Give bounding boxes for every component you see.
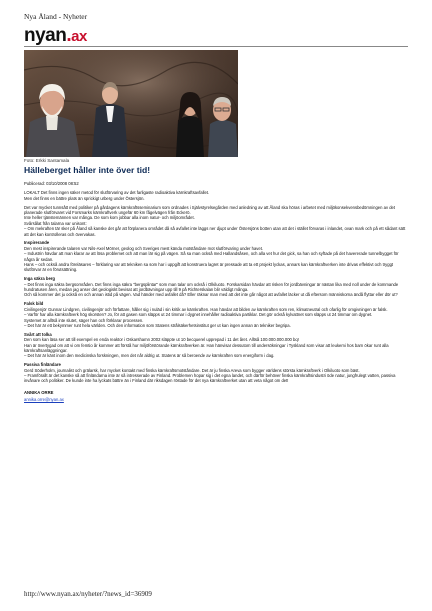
photo-caption: Foto: Erkki Santamala <box>24 158 70 163</box>
logo-tld: ax <box>71 28 87 45</box>
masthead-divider <box>24 46 408 47</box>
site-logo[interactable] <box>24 25 87 48</box>
article-paragraph-2: Den mest inspirerande talaren var Nils-Axel Mörner, geolog och Sveriges mest kända motståndare mot slutförvaring under havet. – Industrin hävdar att man klarar av att lösa problemet och att man lär sig på vägen. Så sa man också med Hallandsåsen, och alla vet hur det gick, sa han och syftade på det havererade tunnelbygget för några år sedan. Hans – och också andra föreläsares – förklaring var att tekniken sa som har i uppgift att konstruera lagret är pressade att ta ett projekt lyckas, annars kan kärnkraftverken inte drivas effektivt och tryggt slutförvar är en förutsättning. <box>24 245 399 273</box>
article-paragraph-3: – Det finns inga säkra bergsområden. Det finns inga säkra "bergsplintar" som man talar om också i Olkiluoto. Forskarsidan hävdar att risken för jordbävningar är nästan lika med noll under de kommande hundratusen åren, medan jag anser det geologiskt bevisat att jordbävningar upp till 9 på Richterskalan blir väldigt många. Och så kommer det ju också en och annan istid på vägen. Vad händer med avfallet då? Eller räknar man med att det inte går något att avfallet läcker ut då eftersom människorna ändå flyttar eller dör ut? <box>24 281 399 298</box>
published-date: Publicerad: 03/10/2008 08:52 <box>24 181 79 186</box>
article-photo <box>24 50 238 157</box>
subheading-inspirerande: Inspirerande <box>24 240 50 246</box>
intro-line-2: Men det finns en bättre plats än sprickigt urberg under Östersjön. <box>24 195 145 201</box>
article-paragraph-4: Civilingenjör Gunnar Lindgren, civilingenjör och författare, håller sig i nuläd i sin kritik av kärnkraften. Han hävdar att bilden av kärnkraften som ren, klimatneutral och ofarlig för omgivningen är falsk. – Varför har alla kärnkraftverk hög skorsten? Jo, för att gasen som släpps ut 24 timmar i dygnet innehåller radioaktiva partiklar. Det gör också kylvattnet som släpps ut 24 timmar om dygnet. Systemet är alltså inte slutet, säger han och förklarar processen. – Det här är ett bekymmer runt hela världen. Och den information som Statens strålsäkerhetsinstitut ger ut kan ingen annan än tekniker begripa. <box>24 306 388 328</box>
subheading-falsk-bild: Falsk bild <box>24 301 44 307</box>
article-paragraph-5: Den som kan läsa ser att till exempel en enda reaktor i Oskarshamn 2002 släppte ut 10 becquerel upprepad i 11 det året. Alltså 100.000.000.000 bq! Han är övertygad om att vi om femtio år kommer att förstå hur miljöförstörande kärnkraftverken är. Han hänvisar dessutom till undersökningar i Tyskland som visar att leukemi hos barn ökar runt alla kärnkraftsanläggningar. – Det här är känt inom den medicinska forskningen, men det når aldrig ut. Statens är så beroende av kärnkraften som energiform i dag. <box>24 337 389 359</box>
logo-dot: . <box>66 25 72 46</box>
subheading-passiva-finlandare: Passiva finländare <box>24 362 61 368</box>
logo-name: nyan <box>24 25 67 46</box>
page-window-title: Nya Åland - Nyheter <box>24 12 88 21</box>
article-headline: Hälleberget håller inte över tid! <box>24 165 151 175</box>
article-paragraph-6: Gerd Söderholm, journalist och grälarsk, har mycket kontakt med finska kärnkraftsmotståndare. Det är ju finska Areva som bygger världens största kärnkraftverk i Olkiluoto som bäst. – Framförallt är det kanske så att finländarna inte är så intresserade av Finland. Problemen hopar sig i det egna landet, och därför behöver finska kärnkraftsindustri öde natur, jungfrulegt vatten, passiva invånare och politiker. De kunde inte ha lyckats bättre än i Finland där riksdagen röstade för det nya kärnkraftverket utan att veta något om det! <box>24 367 396 384</box>
article-paragraph-1: Det var mycket tunnsått med politiker på gårdagens kärnkraftsseminarium som ordnades i Självstyrelsegården med anledning av att Åland ska höras i arbetet med miljökonsekvensbedömningen av det planerade slutförvaret vid Forsmarks kärnkraftverk ungefär 60 km fågelvägen från Eckerö. Inte heller tjänstemännen var många. De som kom jobbar alla inom natur- och miljöområdet. Svårsålat från talarna var unisont: – Om mekraften tär sker på Åland så kanske det går att förplanera området då så avfallet inte läggs ner djupt under Östersjöns botten utan att det i stället förvaras i inlandet, ovan mark och på ett sådant sätt att det kan kontrolleras och övervakas. <box>24 204 406 237</box>
article-body <box>24 181 410 406</box>
author-byline: ANNIKA ORRE <box>24 389 54 395</box>
page-url-footer: http://www.nyan.ax/nyheter/?news_id=36909 <box>24 590 152 598</box>
subheading-svart-att-tolka: Svårt att tolka <box>24 331 52 337</box>
intro-line-1: LOKALT Det finns ingen säker metod för slutförvaring av det farligaste radioaktiva kärnkraftsavfallet. <box>24 190 210 196</box>
site-masthead <box>24 25 408 47</box>
article-intro <box>24 190 410 201</box>
subheading-inga-sakra-berg: Inga säkra berg <box>24 276 55 282</box>
author-email-link[interactable]: annika.orre@nyan.ax <box>24 397 64 403</box>
